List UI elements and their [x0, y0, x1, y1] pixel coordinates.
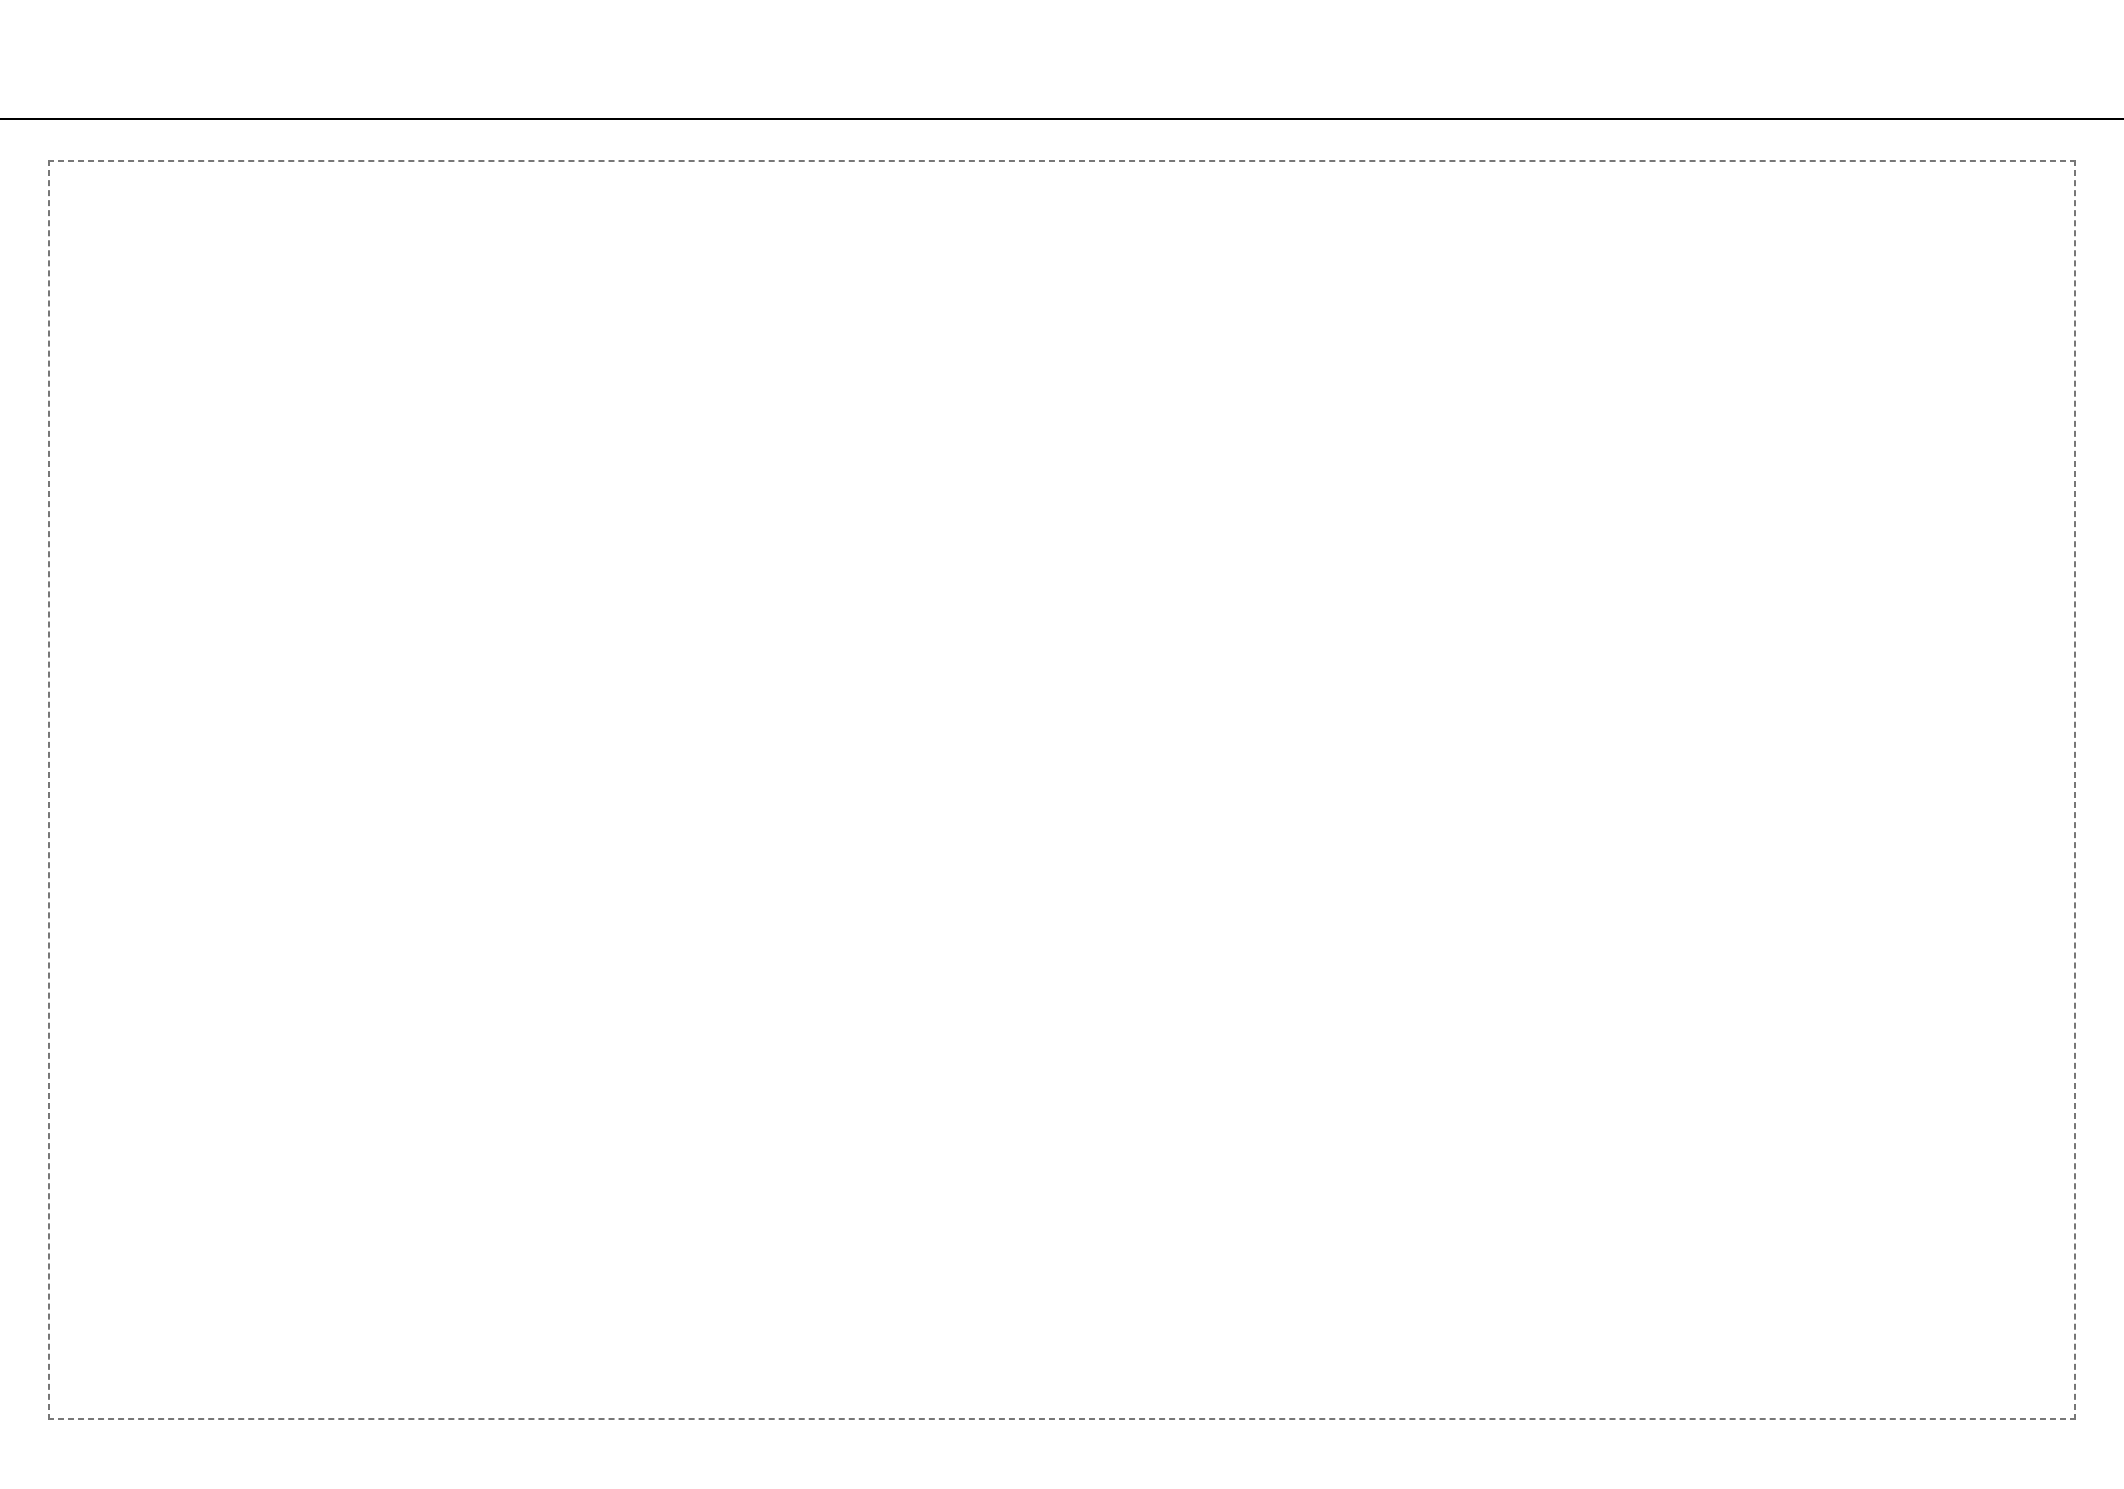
- header: [0, 0, 2124, 120]
- main-content: [48, 160, 2076, 1420]
- content-placeholder: [1038, 766, 1086, 814]
